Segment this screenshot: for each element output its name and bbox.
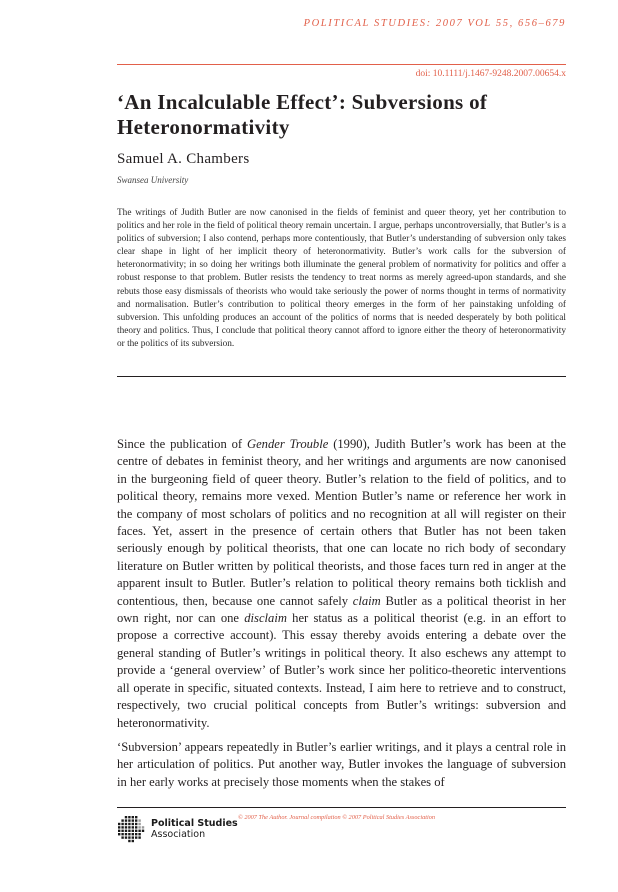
logo-dot — [132, 823, 134, 825]
logo-dot — [128, 836, 130, 838]
logo-line-2: Association — [151, 829, 206, 840]
book-title-gender-trouble: Gender Trouble — [246, 437, 329, 451]
text-run: (1990), Judith Butler’s work has been at the centre of debates in feminist theory, and her writings and arguments are now canonised in the burgeoning field of queer theory. Butler’s relation to the field of politics, and to political theory, remains more vexed. Mention Butler’s name or reference her work in the company of most scholars of politics and no recognition at all will register on their faces. Yet, assert in the presence of certain others that Butler has not been taken seriously enough by political theorists, that one can locate no rich body of secondary literature on Butler written by political theorists, and those faces turn red in anger at the apparent insult to Butler. Butler’s relation to political theory remains both ticklish and contentious, then, because one cannot safely — [117, 437, 567, 608]
logo-dot — [132, 840, 134, 842]
copyright-notice: © 2007 The Author. Journal compilation © 2007 Political Studies Association — [238, 814, 436, 821]
logo-dot — [135, 816, 137, 818]
emphasis-claim: claim — [352, 593, 381, 608]
logo-dot — [128, 819, 130, 821]
logo-dot — [121, 836, 123, 838]
logo-dot — [125, 823, 127, 825]
logo-dot — [132, 830, 134, 832]
logo-dot — [128, 840, 130, 842]
logo-dot — [135, 836, 137, 838]
text-run: Butler as a political theorist in her own right, nor can one — [117, 593, 566, 626]
text-run: her status as a political theorist (e.g. in an effort to propose a corrective account). This essay thereby avoids entering a debate over the general standing of Butler’s writings in political theory. It also eschews any attempt to provide a ‘general overview’ of Butler’s work since her politico-theoretic interventions all operate in specific, situated contexts. Instead, I aim here to retrieve and to construct, respectively, two crucial political concepts from Butler’s writings: subversion and heteronormativity. — [117, 611, 567, 730]
logo-dot — [125, 819, 127, 821]
logo-dot — [138, 833, 140, 835]
logo-dot — [132, 819, 134, 821]
logo-dot — [118, 830, 120, 832]
logo-dot — [128, 823, 130, 825]
logo-dot — [128, 833, 130, 835]
author-affiliation: Swansea University — [117, 175, 189, 185]
logo-dot — [132, 826, 134, 828]
article-body — [117, 436, 566, 791]
psa-dot-grid-logo-icon — [117, 815, 145, 843]
logo-dot — [125, 826, 127, 828]
logo-dot — [138, 823, 140, 825]
logo-dot — [132, 836, 134, 838]
logo-dot — [132, 833, 134, 835]
logo-dot — [132, 816, 134, 818]
logo-dot — [135, 826, 137, 828]
logo-dot — [138, 830, 140, 832]
logo-dot — [135, 830, 137, 832]
logo-dot — [121, 830, 123, 832]
logo-dot — [125, 830, 127, 832]
logo-dot — [135, 823, 137, 825]
author-name: Samuel A. Chambers — [117, 151, 250, 167]
logo-dot — [138, 826, 140, 828]
logo-dot — [118, 823, 120, 825]
logo-dot — [125, 833, 127, 835]
footer-rule — [117, 807, 566, 808]
logo-dot — [121, 819, 123, 821]
logo-dot — [138, 819, 140, 821]
logo-dot — [128, 826, 130, 828]
journal-running-header: POLITICAL STUDIES: 2007 VOL 55, 656–679 — [303, 18, 566, 29]
logo-dot — [138, 836, 140, 838]
emphasis-disclaim: disclaim — [244, 611, 287, 626]
body-paragraph-1 — [117, 436, 566, 732]
article-title: ‘An Incalculable Effect’: Subversions of Heteronormativity — [117, 90, 488, 139]
logo-dot — [142, 830, 144, 832]
logo-dot — [125, 836, 127, 838]
text-run: Since the publication of — [117, 437, 247, 451]
logo-dot — [135, 833, 137, 835]
logo-dot — [128, 816, 130, 818]
logo-dot — [142, 826, 144, 828]
logo-dot — [128, 830, 130, 832]
psa-logo-text — [151, 818, 238, 840]
logo-dot — [118, 826, 120, 828]
logo-dot — [118, 833, 120, 835]
logo-dot — [135, 819, 137, 821]
logo-dot — [125, 816, 127, 818]
logo-line-1: Political Studies — [151, 818, 238, 829]
doi-link[interactable]: doi: 10.1111/j.1467-9248.2007.00654.x — [415, 69, 566, 79]
logo-dot — [121, 823, 123, 825]
logo-dot — [121, 826, 123, 828]
header-rule — [117, 64, 566, 65]
abstract: The writings of Judith Butler are now canonised in the fields of feminist and queer theory, yet her contribution to politics and her role in the field of political theory remain uncertain. I argue, perhaps uncontroversially, that Butler’s is a politics of subversion; I also contend, perhaps more contentiously, that Butler’s understanding of subversion only takes clear shape in light of her implicit theory of heteronormativity. Butler’s work calls for the subversion of heteronormativity; in so doing her writings both illuminate the general problem of normativity for politics and offer a robust response to that problem. Butler resists the tendency to treat norms as merely agreed-upon standards, and she rebuts those easy dismissals of theorists who would take seriously the power of norms thought in terms of normativity and normalisation. Butler’s contribution to political theory emerges in the form of her painstaking unfolding of subversion. This unfolding produces an account of the politics of norms that is needed desperately by both political theory and politics. Thus, I conclude that political theory cannot afford to ignore either the theory of heteronormativity or the politics of its subversion. — [117, 208, 566, 349]
logo-dot — [121, 833, 123, 835]
abstract-rule — [117, 376, 566, 377]
body-paragraph-2: ‘Subversion’ appears repeatedly in Butler’s earlier writings, and it plays a central role in her articulation of politics. Put another way, Butler invokes the language of subversion in her early works at precisely those moments when the stakes of — [117, 739, 566, 789]
